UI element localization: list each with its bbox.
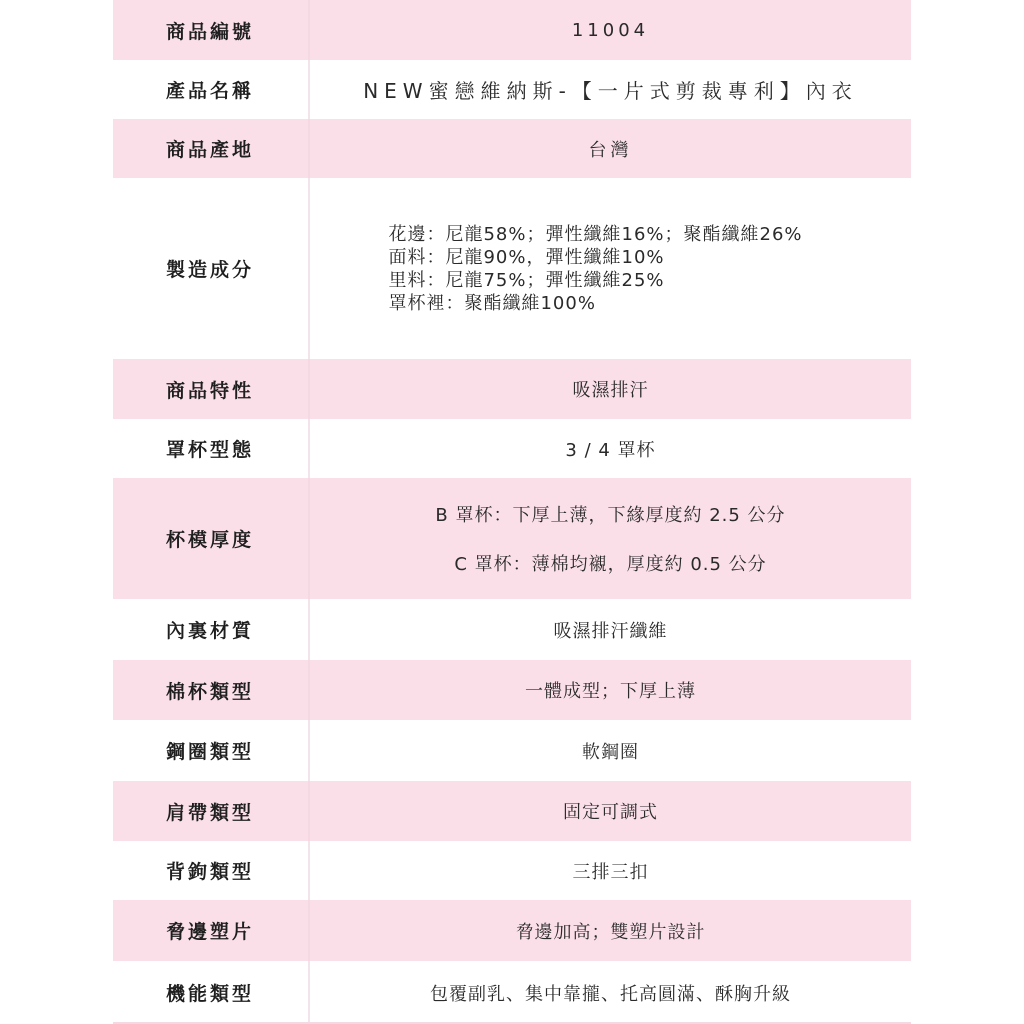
spec-row-cup-style: [113, 419, 911, 478]
spec-value: [310, 178, 911, 359]
spec-label: 商品特性: [113, 359, 310, 419]
spec-value: NEW蜜戀維納斯-【一片式剪裁專利】內衣: [363, 79, 858, 103]
spec-row-side-panel: [113, 900, 911, 961]
spec-value: 台灣: [588, 139, 633, 161]
spec-label: 脅邊塑片: [113, 900, 310, 961]
spec-label: 製造成分: [113, 178, 310, 359]
spec-row-origin: [113, 119, 911, 178]
spec-value: 一體成型；下厚上薄: [525, 681, 696, 702]
composition-line: 里料：尼龍75%；彈性纖維25%: [388, 269, 665, 291]
composition-list: [388, 223, 802, 315]
spec-label: 商品產地: [113, 119, 310, 178]
spec-value: [310, 478, 911, 599]
spec-row-composition: [113, 178, 911, 359]
spec-row-function: [113, 961, 911, 1024]
spec-value: 吸濕排汗: [572, 380, 649, 401]
spec-row-pad-type: [113, 660, 911, 720]
thickness-line: B 罩杯：下厚上薄，下緣厚度約 2.5 公分: [435, 505, 786, 526]
spec-row-cup-thickness: [113, 478, 911, 599]
thickness-line: C 罩杯：薄棉均襯，厚度約 0.5 公分: [454, 554, 767, 575]
spec-value: 11004: [571, 19, 650, 41]
product-spec-table: [113, 0, 911, 1024]
spec-row-lining: [113, 599, 911, 660]
spec-label: 肩帶類型: [113, 781, 310, 841]
composition-line: 花邊：尼龍58%；彈性纖維16%；聚酯纖維26%: [388, 223, 803, 245]
spec-row-strap-type: [113, 781, 911, 841]
thickness-list: [435, 501, 785, 576]
spec-value: 三排三扣: [572, 861, 649, 883]
spec-label: 鋼圈類型: [113, 720, 310, 781]
spec-value: 吸濕排汗纖維: [553, 620, 668, 642]
spec-row-hook-type: [113, 841, 911, 900]
spec-value: 包覆副乳、集中靠攏、托高圓滿、酥胸升級: [430, 983, 791, 1005]
spec-label: 機能類型: [113, 961, 310, 1024]
spec-row-wire-type: [113, 720, 911, 781]
spec-label: 杯模厚度: [113, 478, 310, 599]
spec-value: 脅邊加高；雙塑片設計: [515, 921, 706, 943]
spec-label: 背鉤類型: [113, 841, 310, 900]
spec-label: 棉杯類型: [113, 660, 310, 720]
spec-label: 商品編號: [113, 0, 310, 60]
composition-line: 罩杯裡：聚酯纖維100%: [388, 292, 596, 314]
spec-label: 產品名稱: [113, 60, 310, 119]
spec-row-product-number: [113, 0, 911, 60]
spec-value: 固定可調式: [563, 802, 658, 823]
spec-label: 罩杯型態: [113, 419, 310, 478]
spec-row-product-name: [113, 60, 911, 119]
spec-row-feature: [113, 359, 911, 419]
spec-value: 軟鋼圈: [582, 741, 639, 763]
spec-value: 3 / 4 罩杯: [565, 439, 656, 461]
spec-label: 內裏材質: [113, 599, 310, 660]
composition-line: 面料：尼龍90%，彈性纖維10%: [388, 246, 665, 268]
